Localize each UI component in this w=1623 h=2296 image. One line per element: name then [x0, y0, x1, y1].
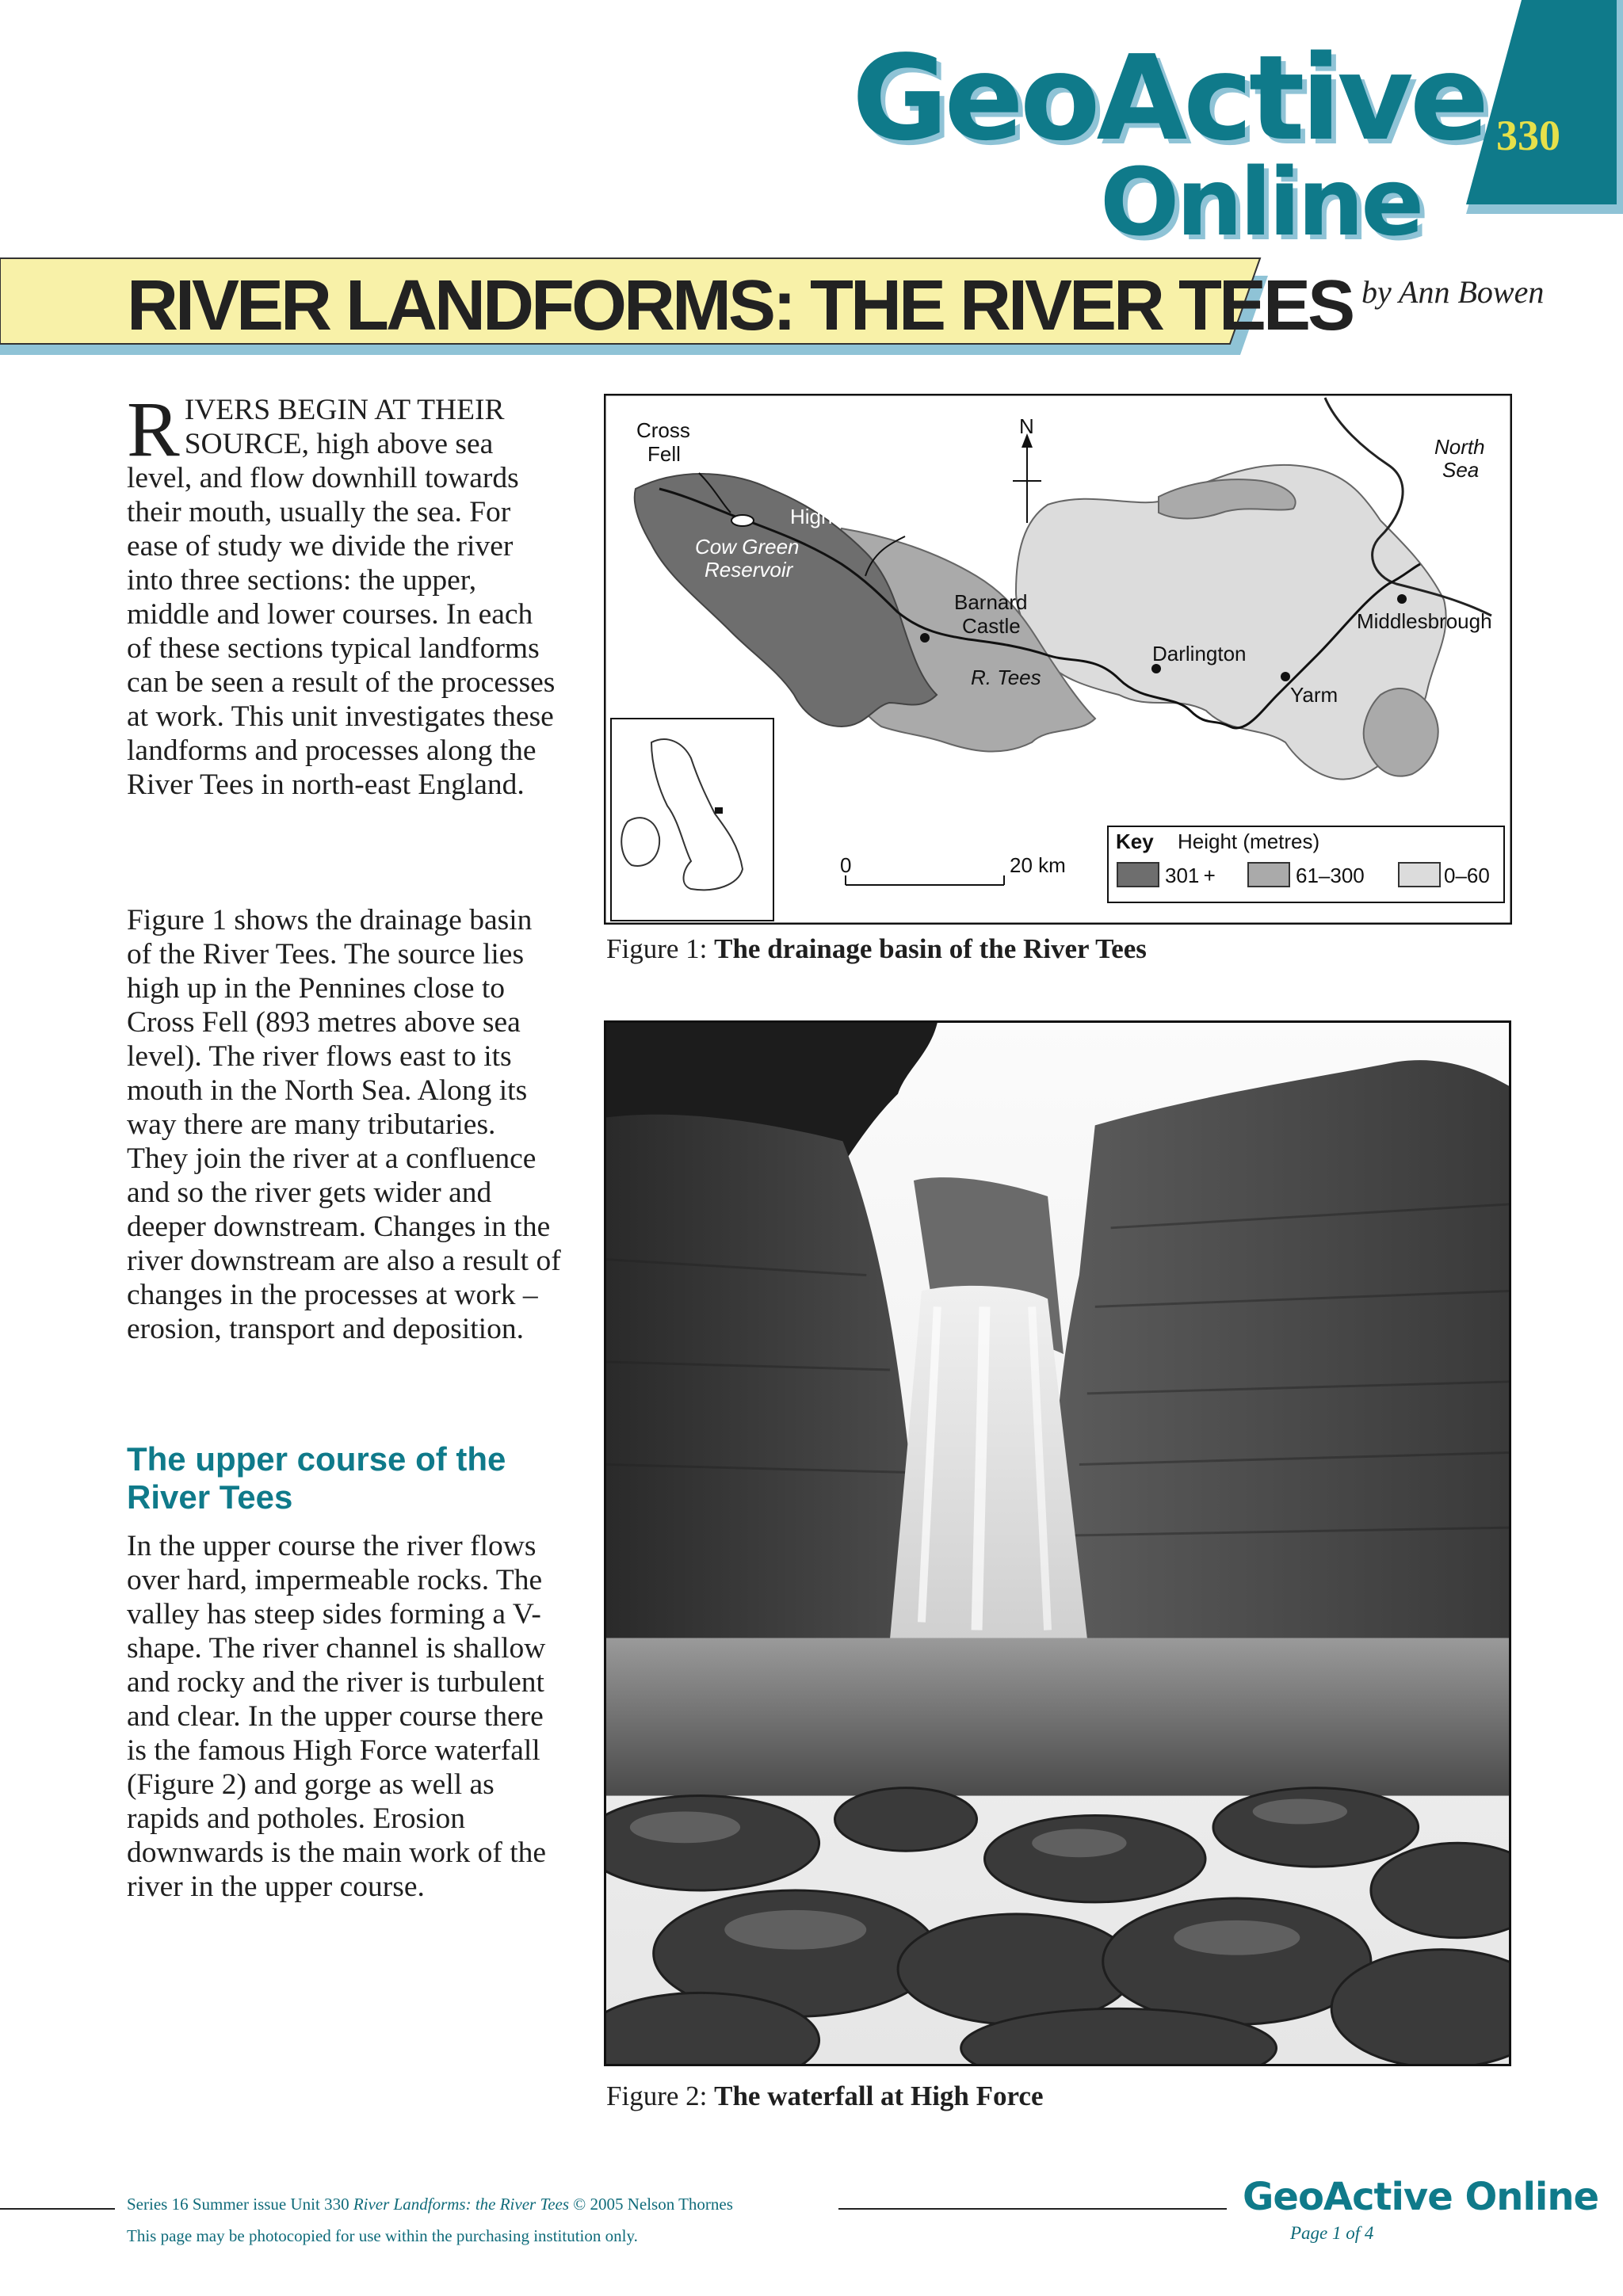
- logo-online: Online: [1100, 147, 1422, 257]
- section-heading: The upper course of the River Tees: [127, 1440, 506, 1516]
- footer-logo: GeoActive Online: [1243, 2175, 1599, 2219]
- key-label-low: 0–60: [1444, 864, 1490, 887]
- footer-page-number: Page 1 of 4: [1290, 2223, 1374, 2243]
- key-label-high: 301 +: [1165, 864, 1216, 887]
- key-subtitle: Height (metres): [1178, 830, 1320, 853]
- label-reservoir: Reservoir: [705, 558, 793, 582]
- label-high-force: High Force: [790, 505, 892, 528]
- waterfall-photo: [604, 1020, 1511, 2066]
- footer-rule-left: [0, 2208, 115, 2210]
- byline: by Ann Bowen: [1361, 274, 1545, 310]
- scale-zero-label: 0: [840, 853, 852, 877]
- label-yarm: Yarm: [1290, 683, 1338, 707]
- figure-2-title: The waterfall at High Force: [714, 2081, 1044, 2111]
- label-middlesbrough: Middlesbrough: [1357, 609, 1492, 633]
- figure-1-caption: [606, 933, 1147, 965]
- label-fell: Fell: [647, 442, 681, 466]
- low-land-fringe: [1364, 688, 1438, 776]
- map-key: [1108, 826, 1504, 902]
- label-barnard: Barnard: [954, 590, 1028, 614]
- footer-series-title: River Landforms: the River Tees: [353, 2195, 570, 2214]
- figure-1-label: Figure 1:: [606, 933, 708, 964]
- intro-paragraph: [127, 385, 563, 802]
- footer-copyright: © 2005 Nelson Thornes: [573, 2195, 733, 2214]
- figure-1-title: The drainage basin of the River Tees: [714, 933, 1147, 964]
- footer-rule-right: [838, 2208, 1227, 2210]
- label-cross: Cross: [636, 418, 690, 442]
- label-r-tees: R. Tees: [971, 666, 1041, 689]
- scale-end-label: 20 km: [1010, 853, 1066, 877]
- drop-cap: R: [127, 385, 180, 473]
- label-sea: Sea: [1442, 458, 1480, 482]
- uk-inset-map: [611, 719, 773, 921]
- key-label-mid: 61–300: [1296, 864, 1365, 887]
- issue-number: 330: [1496, 112, 1560, 159]
- logo-geoactive: GeoActive: [852, 30, 1486, 166]
- town-dot-barnard-castle: [920, 633, 930, 643]
- footer-series-text: Series 16 Summer issue Unit 330: [127, 2195, 349, 2214]
- town-dot-middlesbrough: [1397, 594, 1407, 604]
- label-north-arrow: N: [1019, 414, 1034, 438]
- footer-series: [127, 2195, 733, 2214]
- town-dot-yarm: [1281, 672, 1290, 681]
- key-swatch-mid: [1248, 863, 1289, 887]
- upper-course-paragraph: In the upper course the river flows over hard, impermeable rocks. The valley has steep sides forming a V-shape. The river channel is shallow and rocky and the river is turbulent and clear. In the upper course there is the famous High Force waterfall (Figure 2) and gorge as well as rapids and potholes. Erosion downwards is the main work of the river in the upper course.: [127, 1530, 547, 1903]
- page-title: RIVER LANDFORMS: THE RIVER TEES: [127, 266, 1353, 345]
- drainage-basin-map: [604, 394, 1512, 925]
- drainage-paragraph: Figure 1 shows the drainage basin of the River Tees. The source lies high up in the Pennines close to Cross Fell (893 metres above sea level). The river flows east to its mouth in the North Sea. Along its way there are many tributaries. They join the river at a confluence and so the river gets wider and deeper downstream. Changes in the river downstream are also a result of changes in the processes at work – erosion, transport and deposition.: [127, 904, 561, 1345]
- footer-photocopy-note: This page may be photocopied for use within the purchasing institution only.: [127, 2226, 638, 2245]
- label-darlington: Darlington: [1152, 642, 1247, 666]
- key-swatch-low: [1399, 863, 1440, 887]
- label-cow-green: Cow Green: [695, 535, 800, 559]
- label-north: North: [1434, 435, 1485, 459]
- intro-text: IVERS BEGIN AT THEIR SOURCE, high above sea level, and flow downhill towards their mouth, usually the sea. For ease of study we divide the river into three sections: the upper, middle and lower courses. In each of these sections typical landforms can be seen a result of the processes at work. This unit investigates these landforms and processes along the River Tees in north-east England.: [127, 394, 556, 801]
- key-swatch-high: [1117, 863, 1159, 887]
- figure-2-caption: [606, 2081, 1043, 2112]
- label-castle: Castle: [962, 614, 1021, 638]
- figure-2-label: Figure 2:: [606, 2081, 708, 2111]
- reservoir-shape: [731, 515, 754, 526]
- key-title: Key: [1116, 830, 1154, 853]
